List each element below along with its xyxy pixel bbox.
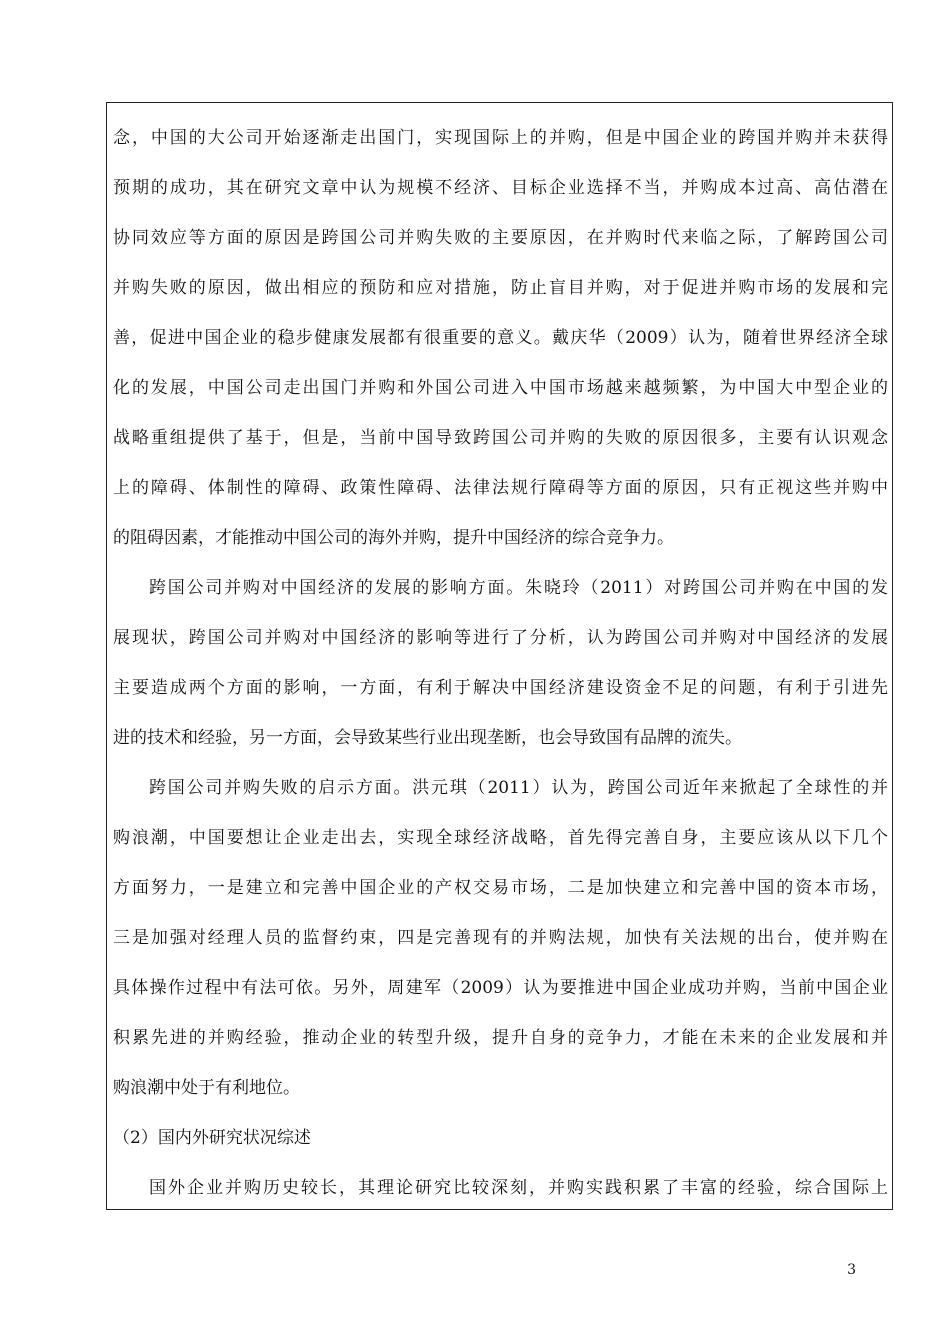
paragraph-line: 方面努力，一是建立和完善中国企业的产权交易市场，二是加快建立和完善中国的资本市场， bbox=[113, 878, 888, 898]
paragraph-line: 进的技术和经验，另一方面，会导致某些行业出现垄断，也会导致国有品牌的流失。 bbox=[113, 728, 742, 748]
paragraph-line: 跨国公司并购对中国经济的发展的影响方面。朱晓玲（2011）对跨国公司并购在中国的发 bbox=[149, 578, 888, 598]
paragraph-line: 化的发展，中国公司走出国门并购和外国公司进入中国市场越来越频繁，为中国大中型企业的 bbox=[113, 378, 888, 398]
paragraph-line: 善，促进中国企业的稳步健康发展都有很重要的意义。戴庆华（2009）认为，随着世界经济全球 bbox=[113, 328, 888, 348]
paragraph-line: 具体操作过程中有法可依。另外，周建军（2009）认为要推进中国企业成功并购，当前中国企业 bbox=[113, 978, 888, 998]
paragraph-line: 展现状，跨国公司并购对中国经济的影响等进行了分析，认为跨国公司并购对中国经济的发展 bbox=[113, 628, 888, 648]
paragraph-line: 积累先进的并购经验，推动企业的转型升级，提升自身的竞争力，才能在未来的企业发展和并 bbox=[113, 1028, 888, 1048]
section-heading: （2）国内外研究状况综述 bbox=[113, 1128, 311, 1148]
paragraph-line: 国外企业并购历史较长，其理论研究比较深刻，并购实践积累了丰富的经验，综合国际上 bbox=[149, 1178, 888, 1198]
paragraph-line: 购浪潮，中国要想让企业走出去，实现全球经济战略，首先得完善自身，主要应该从以下几个 bbox=[113, 828, 888, 848]
paragraph-line: 预期的成功，其在研究文章中认为规模不经济、目标企业选择不当，并购成本过高、高估潜在 bbox=[113, 178, 888, 198]
paragraph-line: 三是加强对经理人员的监督约束，四是完善现有的并购法规，加快有关法规的出台，使并购在 bbox=[113, 928, 888, 948]
paragraph-line: 战略重组提供了基于，但是，当前中国导致跨国公司并购的失败的原因很多，主要有认识观念 bbox=[113, 428, 888, 448]
paragraph-line: 主要造成两个方面的影响，一方面，有利于解决中国经济建设资金不足的问题，有利于引进先 bbox=[113, 678, 888, 698]
page-number: 3 bbox=[847, 1262, 856, 1278]
paragraph-line: 念，中国的大公司开始逐渐走出国门，实现国际上的并购，但是中国企业的跨国并购并未获得 bbox=[113, 128, 888, 148]
paragraph-line: 购浪潮中处于有利地位。 bbox=[113, 1078, 300, 1098]
paragraph-line: 跨国公司并购失败的启示方面。洪元琪（2011）认为，跨国公司近年来掀起了全球性的并 bbox=[149, 778, 888, 798]
paragraph-line: 的阻碍因素，才能推动中国公司的海外并购，提升中国经济的综合竞争力。 bbox=[113, 528, 674, 548]
paragraph-line: 并购失败的原因，做出相应的预防和应对措施，防止盲目并购，对于促进并购市场的发展和完 bbox=[113, 278, 888, 298]
paragraph-line: 协同效应等方面的原因是跨国公司并购失败的主要原因，在并购时代来临之际，了解跨国公司 bbox=[113, 228, 888, 248]
paragraph-line: 上的障碍、体制性的障碍、政策性障碍、法律法规行障碍等方面的原因，只有正视这些并购中 bbox=[113, 478, 888, 498]
